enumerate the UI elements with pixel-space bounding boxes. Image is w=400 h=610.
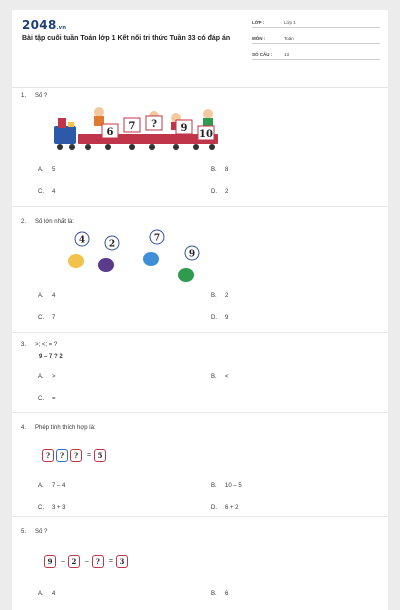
train-card-label: ?: [151, 119, 157, 130]
option-3a[interactable]: A. >: [38, 374, 56, 380]
minus-sign-1: –: [61, 558, 65, 565]
number-box-9: 9: [44, 555, 56, 568]
option-4c[interactable]: C. 3 + 3: [38, 505, 66, 511]
number-bubble-label: 7: [153, 233, 161, 244]
question-1: [12, 88, 388, 206]
number-box-2: 2: [68, 555, 80, 568]
question-3: [12, 332, 388, 412]
option-4a[interactable]: A. 7 – 4: [38, 483, 66, 489]
bug: [178, 268, 194, 282]
option-1b[interactable]: B. 8: [211, 167, 229, 173]
option-1a[interactable]: A. 5: [38, 167, 56, 173]
worksheet-header: [12, 10, 388, 88]
page-title: Bài tập cuối tuần Toán lớp 1 Kết nối tri thức Tuần 33 có đáp án: [22, 35, 231, 42]
question-5-heading: 5. Số ?: [21, 529, 48, 535]
meta-row-count: SỐ CÂU : 13: [252, 47, 380, 60]
option-1d[interactable]: D. 2: [211, 189, 229, 195]
option-2c[interactable]: C. 7: [38, 315, 56, 321]
bug: [68, 254, 84, 268]
worksheet-page: [12, 10, 388, 610]
option-5a[interactable]: A. 4: [38, 591, 56, 597]
train-card-label: 7: [128, 121, 136, 132]
train-image: [52, 104, 222, 156]
question-5: [12, 516, 388, 610]
equals-sign: =: [108, 558, 113, 565]
bug: [98, 258, 114, 272]
option-1c[interactable]: C. 4: [38, 189, 56, 195]
option-3b[interactable]: B. <: [211, 374, 229, 380]
question-3-heading: 3. >; <; = ?: [21, 342, 58, 348]
answer-box-1[interactable]: ?: [42, 449, 54, 462]
meta-row-subject: MÔN : Toán: [252, 31, 380, 44]
train-card-label: 6: [106, 127, 114, 138]
train-card-label: 10: [199, 129, 213, 140]
site-logo[interactable]: 2048.vn: [22, 18, 67, 32]
question-2-heading: 2. Số lớn nhất là:: [21, 219, 74, 225]
equals-sign: =: [87, 452, 92, 459]
option-5b[interactable]: B. 6: [211, 591, 229, 597]
meta-panel: [252, 15, 380, 63]
option-3c[interactable]: C. =: [38, 396, 56, 402]
question-4-heading: 4. Phép tính thích hợp là:: [21, 425, 96, 431]
question-1-heading: 1. Số ?: [21, 93, 48, 99]
option-2b[interactable]: B. 2: [211, 293, 229, 299]
number-bubble-label: 2: [108, 239, 116, 250]
option-2a[interactable]: A. 4: [38, 293, 56, 299]
bug: [143, 252, 159, 266]
question-4-equation: [42, 449, 108, 462]
question-4: [12, 412, 388, 516]
result-box: 5: [94, 449, 106, 462]
option-2d[interactable]: D. 9: [211, 315, 229, 321]
answer-box-3[interactable]: ?: [70, 449, 82, 462]
number-bubble-label: 9: [188, 249, 196, 260]
question-2: [12, 206, 388, 332]
minus-sign-2: –: [84, 558, 89, 565]
option-4b[interactable]: B. 10 – 5: [211, 483, 242, 489]
bugs-image: [52, 229, 212, 285]
result-box: 3: [116, 555, 128, 568]
option-4d[interactable]: D. 6 + 2: [211, 505, 239, 511]
train-card-label: 9: [180, 123, 188, 134]
number-bubble-label: 4: [78, 235, 86, 246]
meta-row-class: LỚP : Lớp 1: [252, 15, 380, 28]
question-5-equation: [44, 555, 130, 568]
answer-box-2[interactable]: ?: [56, 449, 68, 462]
answer-box[interactable]: ?: [92, 555, 104, 568]
question-3-expression: 9 – 7 ? 2: [39, 354, 63, 360]
